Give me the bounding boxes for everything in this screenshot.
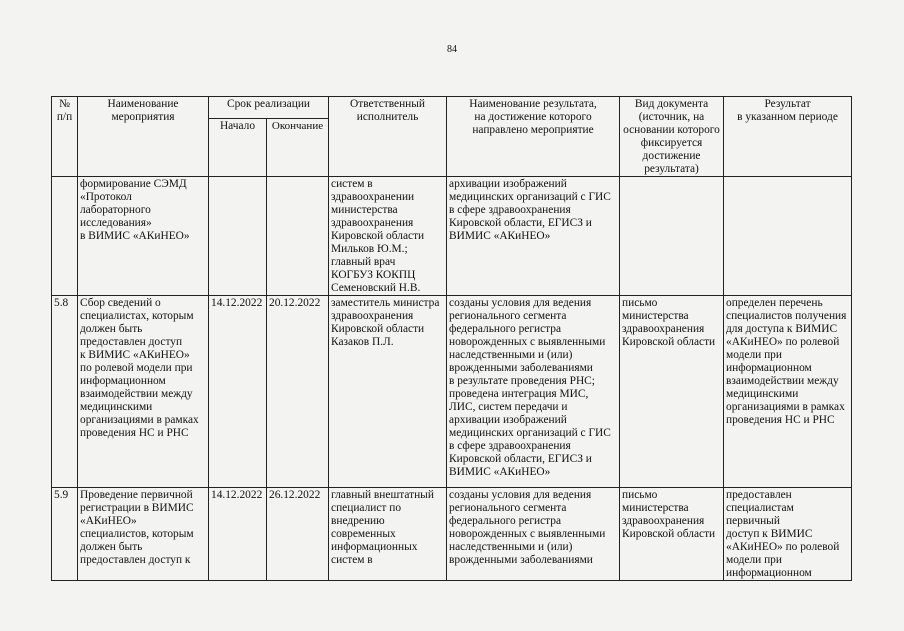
header-num: № п/п: [52, 97, 78, 177]
cell-activity-name: Проведение первичной регистрации в ВИМИС «АКиНЕО» специалистов, которым должен быть предоставлен доступ к: [78, 488, 209, 581]
header-doc-type: Вид документа (источник, на основании которого фиксируется достижение результата): [620, 97, 724, 177]
cell-doc-type: письмо министерства здравоохранения Кировской области: [620, 488, 724, 581]
activities-table: [51, 96, 852, 581]
cell-start: [209, 177, 267, 296]
header-end: Окончание: [267, 119, 329, 177]
cell-responsible: заместитель министра здравоохранения Кировской области Казаков П.Л.: [329, 296, 447, 488]
header-result-name: Наименование результата, на достижение которого направлено мероприятие: [447, 97, 620, 177]
table-row: [52, 296, 852, 488]
cell-result-name: архивации изображений медицинских организаций с ГИС в сфере здравоохранения Кировской области, ЕГИСЗ и ВИМИС «АКиНЕО»: [447, 177, 620, 296]
cell-doc-type: [620, 177, 724, 296]
cell-end: [267, 177, 329, 296]
cell-result-name: созданы условия для ведения регионального сегмента федерального регистра новорожденных с выявленными наследственными и (или) врожденными заболеваниями в результате проведения РНС; проведена интеграция МИС, ЛИС, систем передачи и архивации изображений медицинских организаций с ГИС в сфере здравоохранения Кировской области, ЕГИСЗ и ВИМИС «АКиНЕО»: [447, 296, 620, 488]
cell-result: предоставлен специалистам первичный доступ к ВИМИС «АКиНЕО» по ролевой модели при информационном: [724, 488, 852, 581]
cell-start: 14.12.2022: [209, 488, 267, 581]
cell-responsible: главный внештатный специалист по внедрению современных информационных систем в: [329, 488, 447, 581]
header-result-period: Результат в указанном периоде: [724, 97, 852, 177]
cell-result-name: созданы условия для ведения регионального сегмента федерального регистра новорожденных с выявленными наследственными и (или) врожденными заболеваниями: [447, 488, 620, 581]
header-period: Срок реализации: [209, 97, 329, 119]
cell-num: 5.8: [52, 296, 78, 488]
cell-responsible: систем в здравоохранении министерства здравоохранения Кировской области Мильков Ю.М.; главный врач КОГБУЗ КОКПЦ Семеновский Н.В.: [329, 177, 447, 296]
header-start: Начало: [209, 119, 267, 177]
table-row: [52, 488, 852, 581]
cell-activity-name: Сбор сведений о специалистах, которым должен быть предоставлен доступ к ВИМИС «АКиНЕО» по ролевой модели при информационном взаимодействии между медицинскими организациями в рамках проведения НС и РНС: [78, 296, 209, 488]
cell-doc-type: письмо министерства здравоохранения Кировской области: [620, 296, 724, 488]
cell-result: определен перечень специалистов получения для доступа к ВИМИС «АКиНЕО» по ролевой модели при информационном взаимодействии между медицинскими организациями в рамках проведения НС и РНС: [724, 296, 852, 488]
header-responsible: Ответственный исполнитель: [329, 97, 447, 177]
table-row: [52, 177, 852, 296]
cell-activity-name: формирование СЭМД «Протокол лабораторного исследования» в ВИМИС «АКиНЕО»: [78, 177, 209, 296]
page-number: 84: [447, 44, 457, 55]
cell-start: 14.12.2022: [209, 296, 267, 488]
cell-result: [724, 177, 852, 296]
cell-end: 20.12.2022: [267, 296, 329, 488]
header-activity-name: Наименование мероприятия: [78, 97, 209, 177]
cell-end: 26.12.2022: [267, 488, 329, 581]
cell-num: 5.9: [52, 488, 78, 581]
cell-num: [52, 177, 78, 296]
table-header-row: [52, 97, 852, 119]
